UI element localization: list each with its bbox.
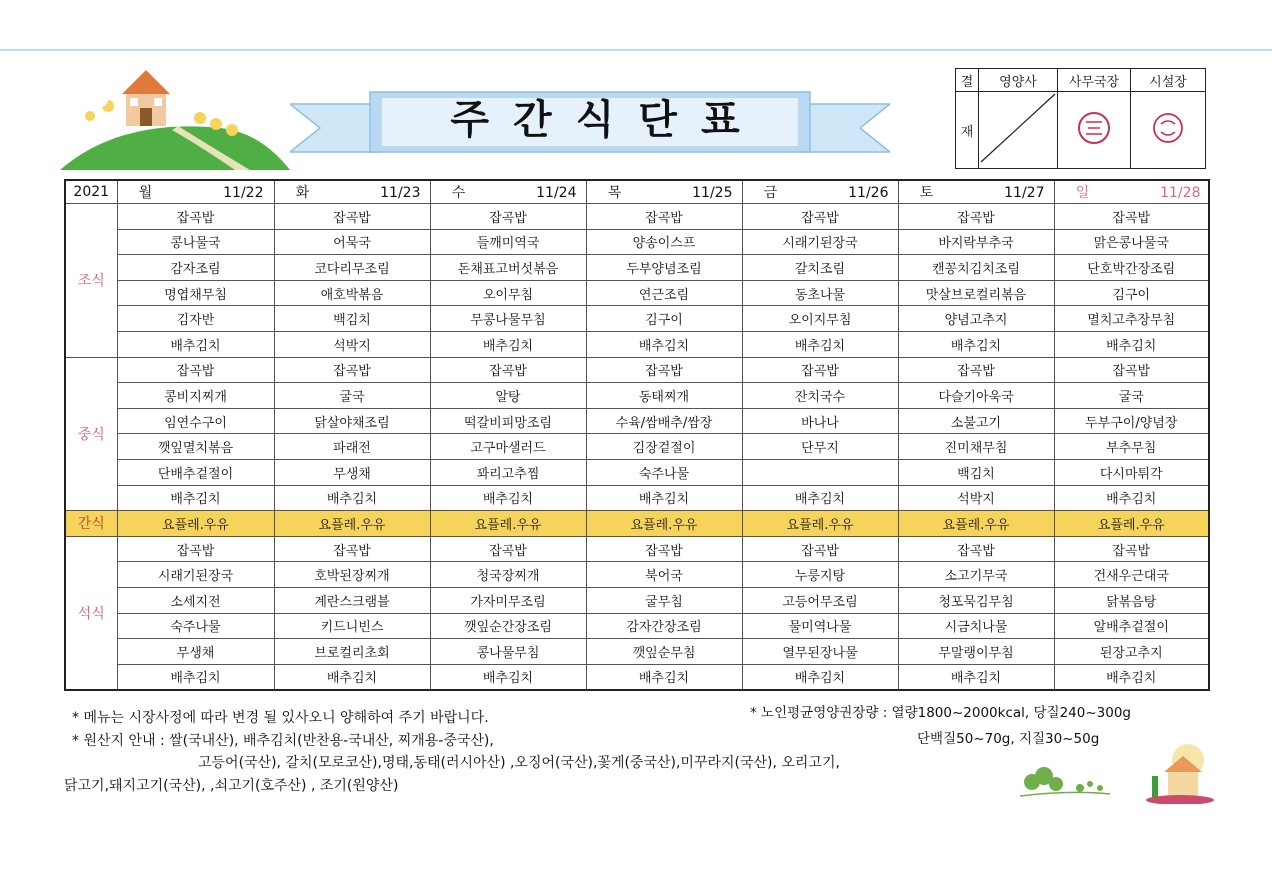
note-nutrition-cont: 단백질50~70g, 지질30~50g [917,731,1100,747]
menu-cell: 오이무침 [430,280,586,306]
note-origin: * 원산지 안내 : 쌀(국내산), 배추김치(반찬용-국내산, 찌개용-중국산), [72,733,494,749]
menu-cell: 고등어무조림 [742,587,898,613]
menu-cell: 석박지 [898,485,1054,511]
menu-cell: 누룽지탕 [742,562,898,588]
menu-cell: 배추김치 [586,485,742,511]
menu-cell: 콩비지찌개 [117,383,274,409]
menu-cell: 배추김치 [430,331,586,357]
menu-cell: 콩나물무침 [430,639,586,665]
menu-cell: 숙주나물 [586,459,742,485]
menu-cell: 김구이 [1054,280,1209,306]
day-header [117,180,274,204]
day-header-sunday [1054,180,1209,204]
menu-cell: 배추김치 [430,485,586,511]
menu-cell: 코다리무조림 [274,255,430,281]
menu-row [65,459,1209,485]
menu-cell: 단호박간장조림 [1054,255,1209,281]
menu-row [65,204,1209,230]
day-date: 11/25 [692,185,733,201]
menu-row [65,485,1209,511]
approval-sign-office-manager [1058,92,1131,169]
menu-cell: 잔치국수 [742,383,898,409]
menu-cell: 열무된장나물 [742,639,898,665]
meal-label: 조식 [65,204,117,358]
menu-cell: 호박된장찌개 [274,562,430,588]
menu-cell: 건새우근대국 [1054,562,1209,588]
meal-label: 중식 [65,357,117,511]
menu-cell: 가자미무조림 [430,587,586,613]
weekly-menu-table [64,179,1210,691]
day-name: 목 [607,185,622,201]
menu-cell: 배추김치 [274,485,430,511]
menu-cell: 애호박볶음 [274,280,430,306]
day-name: 화 [295,185,310,201]
menu-cell: 무생채 [117,639,274,665]
note-origin-cont2: 닭고기,돼지고기(국산), ,쇠고기(호주산) , 조기(원양산) [64,778,399,794]
menu-cell: 배추김치 [117,331,274,357]
approval-role-office-manager: 사무국장 [1058,69,1131,92]
menu-cell: 잡곡밥 [274,536,430,562]
menu-cell: 꽈리고추찜 [430,459,586,485]
approval-side-bottom: 재 [956,92,979,169]
menu-cell: 요플레.우유 [1054,511,1209,537]
menu-row [65,408,1209,434]
menu-cell: 요플레.우유 [274,511,430,537]
menu-cell: 굴국 [274,383,430,409]
menu-cell: 돈채표고버섯볶음 [430,255,586,281]
menu-cell: 석박지 [274,331,430,357]
menu-row [65,664,1209,690]
menu-cell: 잡곡밥 [586,204,742,230]
menu-cell: 요플레.우유 [898,511,1054,537]
seal-stamp-icon [1074,108,1114,148]
menu-cell: 고구마샐러드 [430,434,586,460]
menu-cell: 잡곡밥 [117,536,274,562]
menu-row [65,562,1209,588]
menu-cell: 잡곡밥 [898,536,1054,562]
menu-cell: 잡곡밥 [898,357,1054,383]
day-header [274,180,430,204]
menu-cell: 연근조림 [586,280,742,306]
menu-row [65,357,1209,383]
menu-cell: 감자조림 [117,255,274,281]
menu-cell: 잡곡밥 [742,357,898,383]
approval-box [955,68,1206,169]
header-row [65,180,1209,204]
menu-row [65,536,1209,562]
menu-cell: 배추김치 [117,664,274,690]
menu-cell: 깻잎순간장조림 [430,613,586,639]
day-name: 수 [451,185,466,201]
menu-cell: 요플레.우유 [117,511,274,537]
menu-row [65,306,1209,332]
page-title: 주간식단표 [450,97,764,143]
menu-cell: 배추김치 [1054,664,1209,690]
day-name: 일 [1075,185,1090,201]
snack-row [65,511,1209,537]
menu-cell: 다시마튀각 [1054,459,1209,485]
menu-cell: 감자간장조림 [586,613,742,639]
menu-cell: 숙주나물 [117,613,274,639]
menu-cell: 양념고추지 [898,306,1054,332]
menu-row [65,613,1209,639]
day-date: 11/27 [1004,185,1045,201]
menu-cell: 계란스크램블 [274,587,430,613]
note-menu-change: * 메뉴는 시장사정에 따라 변경 될 있사오니 양해하여 주기 바랍니다. [72,710,489,726]
menu-cell: 명엽채무침 [117,280,274,306]
menu-cell: 배추김치 [1054,485,1209,511]
menu-cell: 요플레.우유 [742,511,898,537]
menu-cell: 파래전 [274,434,430,460]
day-header [430,180,586,204]
menu-cell: 두부구이/양념장 [1054,408,1209,434]
menu-cell: 잡곡밥 [1054,357,1209,383]
menu-cell: 배추김치 [274,664,430,690]
menu-cell: 알배추겉절이 [1054,613,1209,639]
menu-cell: 바나나 [742,408,898,434]
menu-cell: 무콩나물무침 [430,306,586,332]
menu-cell: 배추김치 [117,485,274,511]
menu-cell: 시금치나물 [898,613,1054,639]
menu-cell: 갈치조림 [742,255,898,281]
menu-cell: 두부양념조림 [586,255,742,281]
menu-cell: 잡곡밥 [430,357,586,383]
menu-cell: 키드니빈스 [274,613,430,639]
menu-row [65,434,1209,460]
menu-cell: 잡곡밥 [117,204,274,230]
menu-cell: 잡곡밥 [117,357,274,383]
menu-cell: 브로컬리초회 [274,639,430,665]
approval-sign-nutritionist [979,92,1058,169]
menu-cell: 단무지 [742,434,898,460]
menu-cell: 잡곡밥 [430,536,586,562]
menu-cell: 동태찌개 [586,383,742,409]
day-date: 11/23 [380,185,421,201]
menu-cell: 단배추겉절이 [117,459,274,485]
day-name: 월 [138,185,153,201]
menu-cell: 잡곡밥 [586,536,742,562]
menu-row [65,255,1209,281]
menu-cell: 배추김치 [742,664,898,690]
menu-cell: 임연수구이 [117,408,274,434]
menu-row [65,383,1209,409]
menu-cell: 김자반 [117,306,274,332]
day-date: 11/22 [223,185,264,201]
menu-cell: 소세지전 [117,587,274,613]
seal-stamp-icon [1148,108,1188,148]
menu-cell: 떡갈비피망조림 [430,408,586,434]
menu-cell: 배추김치 [742,485,898,511]
menu-cell: 맑은콩나물국 [1054,229,1209,255]
breakfast-section [65,204,1209,358]
menu-cell: 수육/쌈배추/쌈장 [586,408,742,434]
approval-sign-director [1131,92,1206,169]
menu-cell: 닭살야채조림 [274,408,430,434]
dinner-section [65,536,1209,690]
menu-cell: 백김치 [274,306,430,332]
menu-cell: 북어국 [586,562,742,588]
year-cell: 2021 [65,180,117,204]
menu-row [65,280,1209,306]
approval-role-nutritionist: 영양사 [979,69,1058,92]
note-nutrition: * 노인평균영양권장량 : 열량1800~2000kcal, 당질240~300g [750,705,1131,721]
menu-cell: 다슬기아욱국 [898,383,1054,409]
diagonal-slash [979,92,1057,164]
menu-cell: 잡곡밥 [430,204,586,230]
menu-cell: 들깨미역국 [430,229,586,255]
menu-cell: 바지락부추국 [898,229,1054,255]
menu-row [65,639,1209,665]
menu-cell: 배추김치 [742,331,898,357]
menu-cell: 깻잎순무침 [586,639,742,665]
menu-cell: 오이지무침 [742,306,898,332]
menu-cell: 알탕 [430,383,586,409]
menu-cell: 잡곡밥 [1054,204,1209,230]
day-date: 11/26 [848,185,889,201]
menu-cell: 배추김치 [586,331,742,357]
day-header [742,180,898,204]
menu-cell: 닭볶음탕 [1054,587,1209,613]
menu-cell: 캔꽁치김치조림 [898,255,1054,281]
menu-cell: 된장고추지 [1054,639,1209,665]
menu-cell: 김구이 [586,306,742,332]
menu-cell: 무생채 [274,459,430,485]
menu-cell: 진미채무침 [898,434,1054,460]
menu-cell: 무말랭이무침 [898,639,1054,665]
menu-cell: 굴무침 [586,587,742,613]
menu-row [65,229,1209,255]
day-date: 11/28 [1160,185,1201,201]
menu-cell: 잡곡밥 [898,204,1054,230]
house-hill-illustration [60,66,290,170]
meal-label: 석식 [65,536,117,690]
approval-side-top: 결 [956,69,979,92]
menu-cell: 어묵국 [274,229,430,255]
menu-cell: 잡곡밥 [274,357,430,383]
menu-cell: 소불고기 [898,408,1054,434]
menu-cell: 배추김치 [1054,331,1209,357]
note-origin-cont: 고등어(국산), 갈치(모로코산),명태,동태(러시아산) ,오징어(국산),꽃게(중국산),미꾸라지(국산), 오리고기, [198,755,840,771]
menu-cell: 잡곡밥 [274,204,430,230]
menu-cell: 시래기된장국 [117,562,274,588]
menu-cell: 부추무침 [1054,434,1209,460]
menu-cell: 청포묵김무침 [898,587,1054,613]
menu-cell: 청국장찌개 [430,562,586,588]
menu-cell: 굴국 [1054,383,1209,409]
menu-cell: 잡곡밥 [742,536,898,562]
day-name: 금 [763,185,778,201]
menu-cell: 소고기무국 [898,562,1054,588]
menu-cell: 배추김치 [898,664,1054,690]
meal-label: 간식 [65,511,117,537]
menu-cell: 멸치고추장무침 [1054,306,1209,332]
menu-cell: 양송이스프 [586,229,742,255]
menu-cell [742,459,898,485]
menu-cell: 콩나물국 [117,229,274,255]
menu-cell: 배추김치 [586,664,742,690]
menu-cell: 잡곡밥 [586,357,742,383]
day-header [586,180,742,204]
menu-cell: 백김치 [898,459,1054,485]
menu-cell: 물미역나물 [742,613,898,639]
menu-cell: 배추김치 [898,331,1054,357]
menu-row [65,587,1209,613]
menu-cell: 김장겉절이 [586,434,742,460]
day-header [898,180,1054,204]
top-rule [0,49,1272,51]
menu-cell: 잡곡밥 [742,204,898,230]
menu-cell: 배추김치 [430,664,586,690]
menu-cell: 동초나물 [742,280,898,306]
day-date: 11/24 [536,185,577,201]
menu-cell: 요플레.우유 [586,511,742,537]
lunch-section [65,357,1209,511]
menu-cell: 깻잎멸치볶음 [117,434,274,460]
menu-cell: 시래기된장국 [742,229,898,255]
menu-cell: 잡곡밥 [1054,536,1209,562]
menu-row [65,331,1209,357]
menu-cell: 맛살브로컬리볶음 [898,280,1054,306]
menu-cell: 요플레.우유 [430,511,586,537]
approval-role-director: 시설장 [1131,69,1206,92]
day-name: 토 [919,185,934,201]
plant-house-decoration [1010,742,1220,804]
